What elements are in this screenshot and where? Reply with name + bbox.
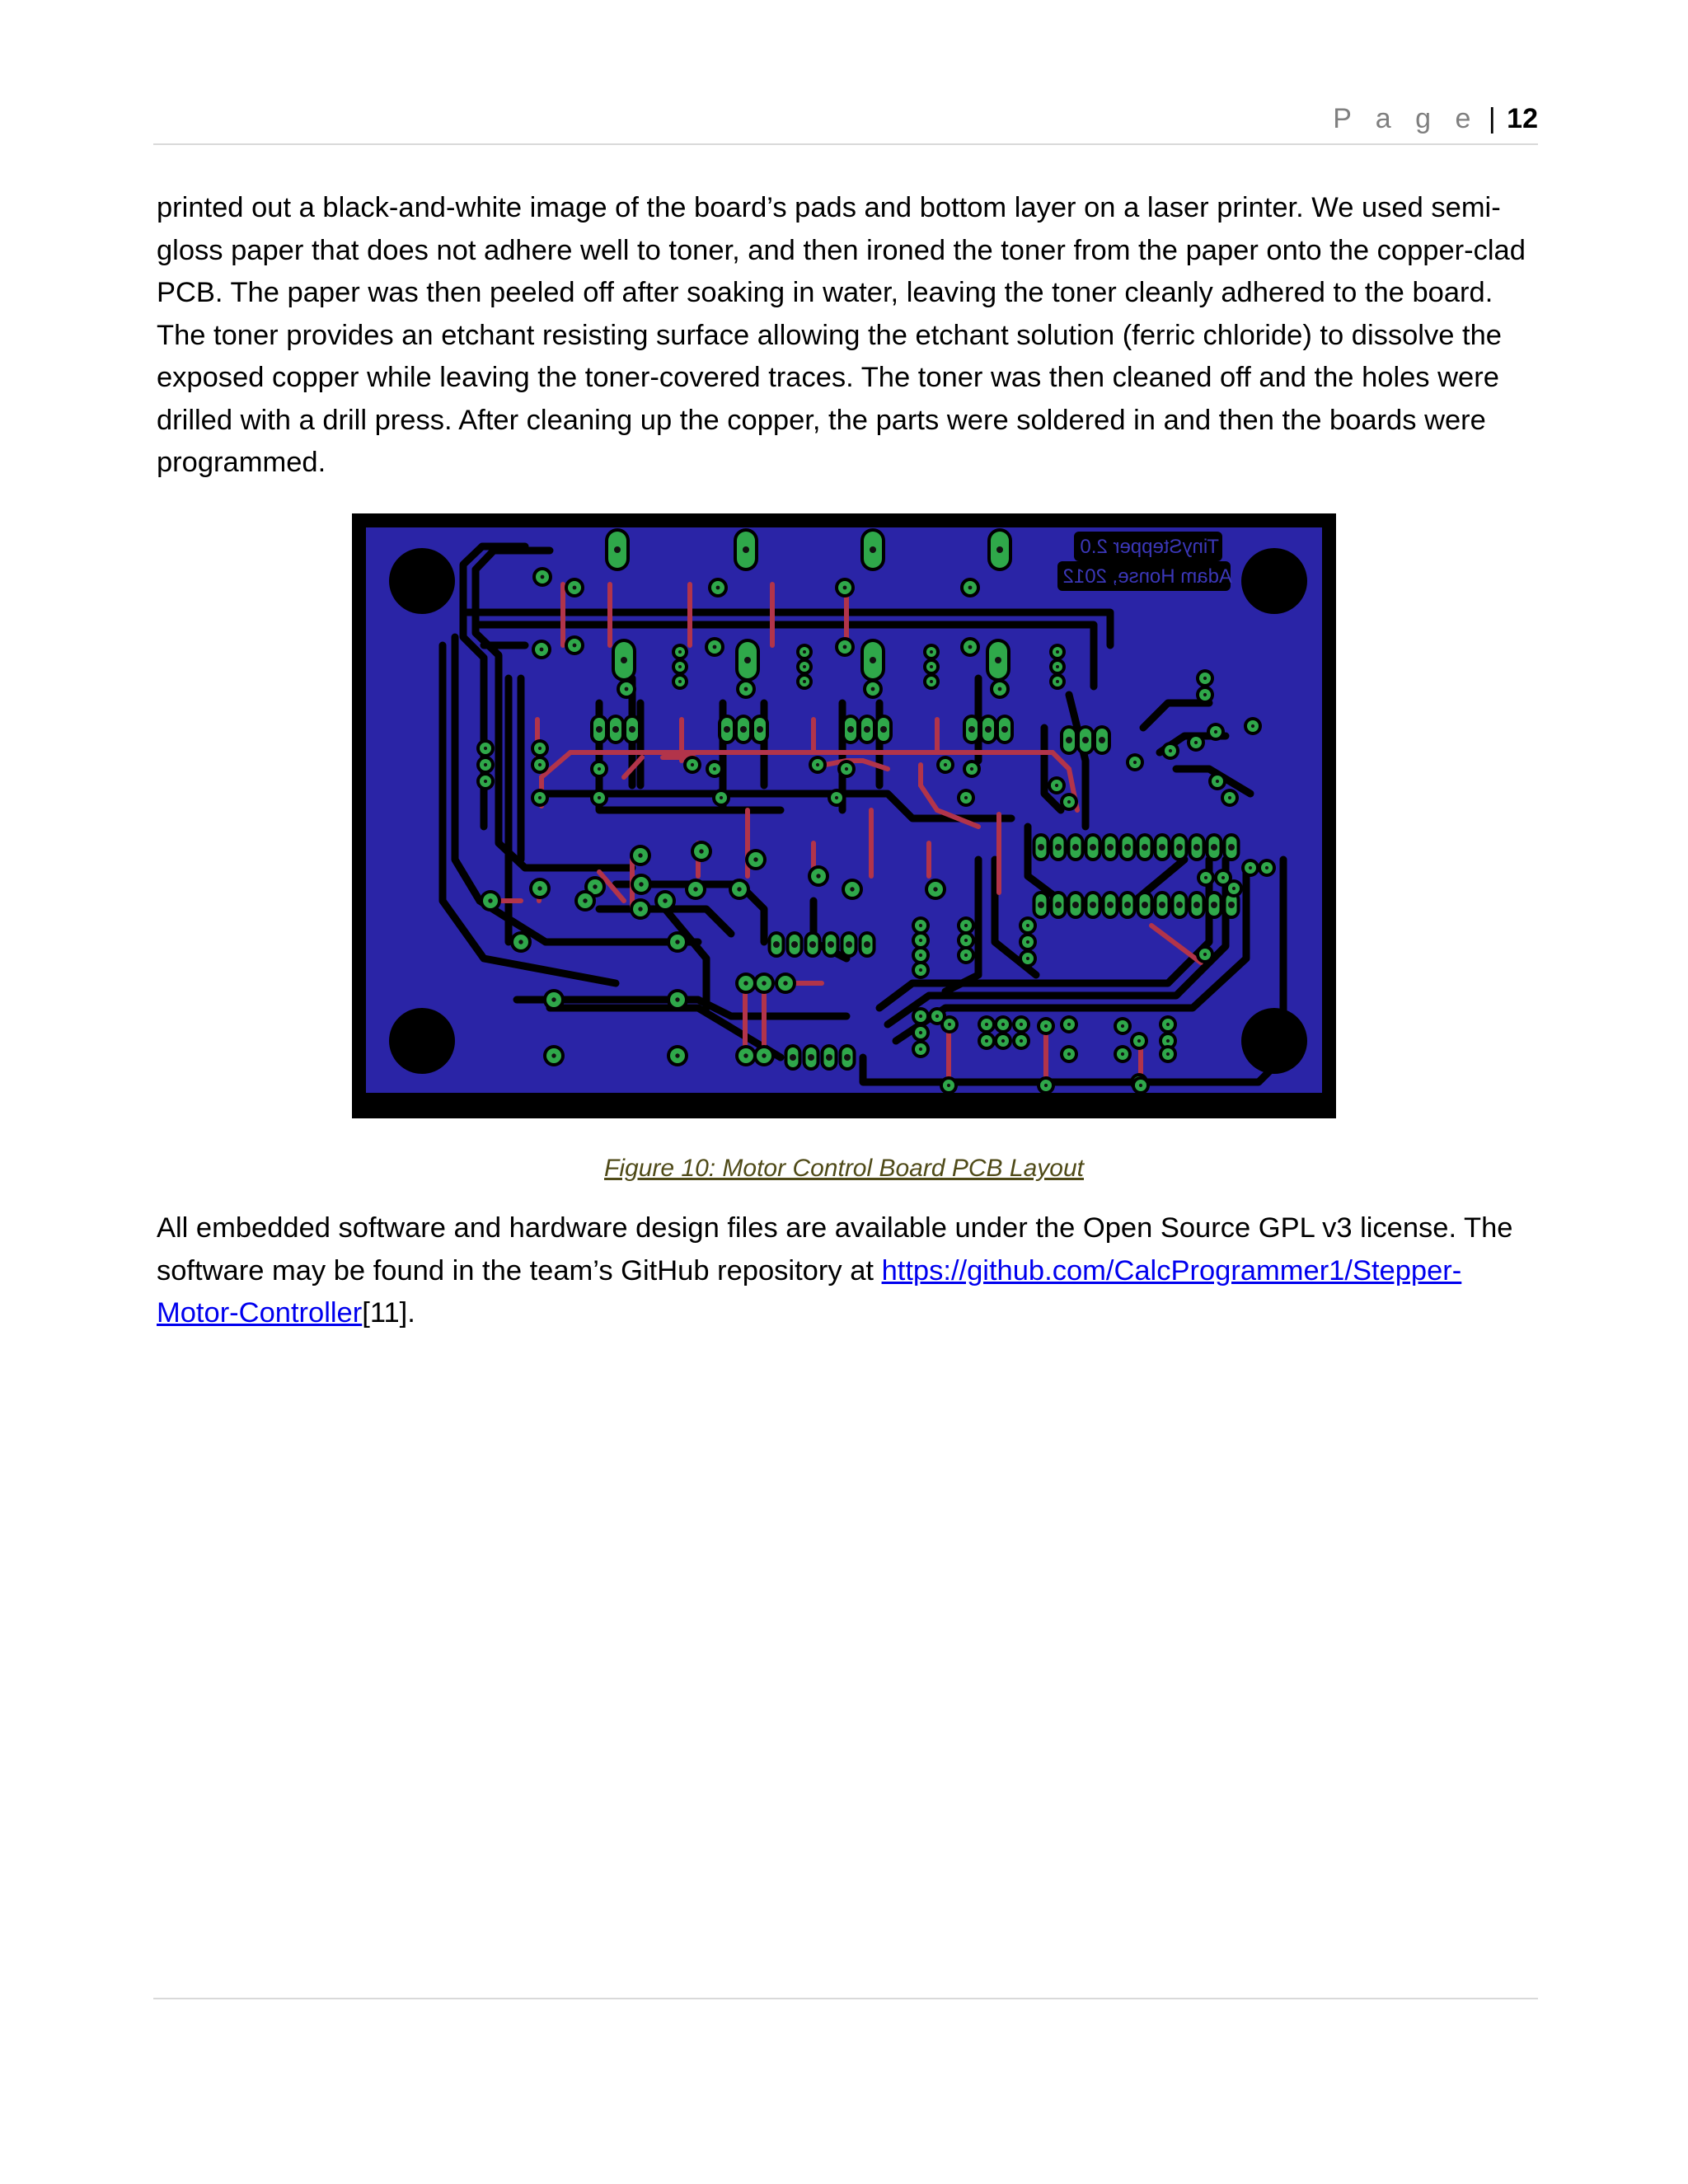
- figure-caption: Figure 10: Motor Control Board PCB Layout: [604, 1155, 1084, 1182]
- drill-hole: [1194, 741, 1198, 744]
- drill-hole: [828, 941, 834, 948]
- drill-hole: [1265, 866, 1268, 869]
- drill-hole: [968, 586, 973, 590]
- drill-hole: [538, 747, 542, 750]
- drill-hole: [743, 1053, 748, 1057]
- drill-hole: [1211, 844, 1217, 851]
- page-separator: |: [1488, 103, 1496, 134]
- drill-hole: [933, 887, 937, 891]
- drill-hole: [518, 940, 523, 944]
- drill-hole: [1159, 844, 1165, 851]
- drill-hole: [1056, 680, 1059, 683]
- drill-hole: [663, 898, 667, 902]
- drill-hole: [1137, 1039, 1141, 1043]
- page-word: P a g e: [1333, 103, 1479, 134]
- drill-hole: [843, 586, 847, 590]
- paragraph-line: [157, 1250, 1541, 1293]
- drill-hole: [716, 586, 720, 590]
- paragraph-license: [157, 1207, 1541, 1335]
- footer-rule: [153, 1998, 1538, 1999]
- drill-hole: [1166, 1052, 1170, 1056]
- drill-hole: [880, 726, 887, 733]
- drill-hole: [541, 575, 545, 579]
- drill-hole: [1221, 876, 1225, 879]
- drill-hole: [947, 1084, 950, 1087]
- drill-hole: [944, 763, 947, 766]
- drill-hole: [484, 747, 487, 750]
- drill-hole: [1133, 761, 1137, 764]
- drill-hole: [1020, 1039, 1023, 1043]
- drill-hole: [699, 849, 703, 853]
- drill-hole: [1090, 844, 1096, 851]
- drill-hole: [985, 1023, 988, 1026]
- github-link[interactable]: https://github.com/CalcProgrammer1/Stepper-: [881, 1254, 1462, 1286]
- drill-hole: [1214, 730, 1217, 733]
- drill-hole: [743, 981, 748, 985]
- citation-reference: [11].: [362, 1297, 415, 1329]
- drill-hole: [1251, 724, 1254, 728]
- drill-hole: [773, 941, 780, 948]
- drill-hole: [985, 1039, 988, 1043]
- drill-hole: [864, 941, 870, 948]
- drill-hole: [1044, 1084, 1048, 1087]
- drill-hole: [935, 1015, 939, 1018]
- paragraph-line: printed out a black-and-white image of the board’s pads and bottom layer on a laser printer. We used semi-: [157, 192, 1501, 223]
- header-rule: [153, 143, 1538, 145]
- drill-hole: [1166, 1023, 1170, 1026]
- page-number: 12: [1507, 103, 1538, 134]
- drill-hole: [870, 657, 876, 663]
- drill-hole: [1121, 1024, 1124, 1028]
- drill-hole: [638, 907, 642, 911]
- paragraph-text: software may be found in the team’s GitHub repository at: [157, 1254, 882, 1286]
- drill-hole: [1107, 902, 1114, 908]
- pcb-layout-figure: [352, 513, 1336, 1118]
- drill-hole: [845, 767, 848, 771]
- drill-hole: [1107, 844, 1114, 851]
- mounting-hole: [1241, 548, 1307, 614]
- drill-hole: [678, 680, 682, 683]
- drill-hole: [919, 968, 922, 972]
- drill-hole: [744, 657, 751, 663]
- drill-hole: [638, 853, 642, 857]
- drill-hole: [1067, 800, 1071, 804]
- drill-hole: [596, 726, 603, 733]
- drill-hole: [919, 1031, 922, 1034]
- drill-hole: [1121, 1052, 1124, 1056]
- drill-hole: [1228, 844, 1235, 851]
- drill-hole: [484, 780, 487, 783]
- drill-hole: [930, 680, 933, 683]
- drill-hole: [964, 924, 968, 927]
- drill-hole: [1026, 940, 1029, 944]
- drill-hole: [720, 796, 723, 799]
- drill-hole: [964, 954, 968, 957]
- drill-hole: [551, 997, 556, 1001]
- drill-hole: [1056, 665, 1059, 668]
- paragraph-line: [157, 1292, 1541, 1335]
- drill-hole: [1124, 902, 1131, 908]
- drill-hole: [847, 726, 854, 733]
- drill-hole: [816, 763, 819, 766]
- drill-hole: [583, 898, 587, 902]
- drill-hole: [843, 645, 847, 649]
- drill-hole: [1026, 924, 1029, 927]
- drill-hole: [1176, 902, 1183, 908]
- board-label: [1057, 532, 1232, 591]
- drill-hole: [964, 939, 968, 942]
- paragraph-line: gloss paper that does not adhere well to toner, and then ironed the toner from the paper onto the copper-clad: [157, 234, 1526, 266]
- drill-hole: [919, 924, 922, 927]
- drill-hole: [1066, 737, 1072, 743]
- drill-hole: [614, 546, 621, 553]
- drill-hole: [675, 997, 679, 1001]
- drill-hole: [826, 1054, 832, 1061]
- drill-hole: [1055, 844, 1062, 851]
- page-number-label: [1333, 102, 1538, 135]
- drill-hole: [1193, 902, 1200, 908]
- drill-hole: [1067, 1052, 1071, 1056]
- drill-hole: [538, 796, 542, 799]
- drill-hole: [621, 657, 627, 663]
- paragraph-fabrication: [157, 187, 1541, 485]
- pcb-layout-image: [352, 513, 1336, 1118]
- drill-hole: [629, 726, 635, 733]
- drill-hole: [537, 886, 542, 890]
- drill-hole: [1169, 749, 1172, 752]
- drill-hole: [1072, 844, 1079, 851]
- drill-hole: [691, 763, 694, 766]
- paragraph-line: exposed copper while leaving the toner-covered traces. The toner was then cleaned off and the holes were: [157, 362, 1499, 393]
- drill-hole: [803, 650, 806, 654]
- drill-hole: [816, 874, 820, 878]
- drill-hole: [964, 796, 968, 799]
- drill-hole: [930, 665, 933, 668]
- drill-hole: [1216, 780, 1219, 783]
- drill-hole: [737, 887, 741, 891]
- drill-hole: [713, 767, 716, 771]
- drill-hole: [744, 687, 748, 691]
- drill-hole: [488, 898, 492, 902]
- drill-hole: [864, 726, 870, 733]
- drill-hole: [1038, 844, 1044, 851]
- drill-hole: [573, 586, 577, 590]
- drill-hole: [835, 796, 838, 799]
- drill-hole: [930, 650, 933, 654]
- drill-hole: [968, 726, 975, 733]
- drill-hole: [538, 763, 542, 766]
- drill-hole: [675, 1053, 679, 1057]
- drill-hole: [1166, 1039, 1170, 1043]
- drill-hole: [1067, 1023, 1071, 1026]
- drill-hole: [948, 1023, 951, 1026]
- drill-hole: [1055, 902, 1062, 908]
- paragraph-line: drilled with a drill press. After cleaning up the copper, the parts were soldered in and then the boards were: [157, 404, 1486, 436]
- drill-hole: [919, 939, 922, 942]
- drill-hole: [844, 1054, 851, 1061]
- drill-hole: [1211, 902, 1217, 908]
- drill-hole: [995, 657, 1001, 663]
- drill-hole: [790, 1054, 796, 1061]
- drill-hole: [1249, 866, 1252, 869]
- drill-hole: [1082, 737, 1089, 743]
- drill-hole: [675, 940, 679, 944]
- paragraph-line: The toner provides an etchant resisting surface allowing the etchant solution (ferric chloride) to dissolve the: [157, 319, 1502, 351]
- drill-hole: [593, 884, 597, 888]
- drill-hole: [1044, 1024, 1048, 1028]
- drill-hole: [998, 687, 1002, 691]
- drill-hole: [985, 726, 992, 733]
- drill-hole: [846, 941, 852, 948]
- drill-hole: [919, 1047, 922, 1051]
- drill-hole: [1204, 876, 1207, 879]
- drill-hole: [803, 680, 806, 683]
- drill-hole: [598, 767, 601, 771]
- drill-hole: [757, 726, 763, 733]
- mounting-hole: [389, 1008, 455, 1074]
- paragraph-line: programmed.: [157, 447, 326, 478]
- drill-hole: [803, 665, 806, 668]
- paragraph-line: All embedded software and hardware design files are available under the Open Source GPL v3 license. The: [157, 1212, 1513, 1244]
- drill-hole: [1228, 902, 1235, 908]
- drill-hole: [850, 887, 854, 891]
- drill-hole: [678, 665, 682, 668]
- drill-hole: [1176, 844, 1183, 851]
- drill-hole: [791, 941, 798, 948]
- drill-hole: [1056, 650, 1059, 654]
- drill-hole: [612, 726, 619, 733]
- board-label-text: TinyStepper 2.0: [1080, 536, 1219, 558]
- drill-hole: [968, 645, 973, 649]
- drill-hole: [678, 650, 682, 654]
- drill-hole: [743, 546, 749, 553]
- page-header: [153, 97, 1538, 147]
- drill-hole: [1203, 953, 1207, 956]
- drill-hole: [783, 981, 787, 985]
- drill-hole: [484, 763, 487, 766]
- drill-hole: [1038, 902, 1044, 908]
- drill-hole: [1193, 844, 1200, 851]
- drill-hole: [551, 1053, 556, 1057]
- drill-hole: [639, 882, 643, 886]
- drill-hole: [1020, 1023, 1023, 1026]
- drill-hole: [1139, 1084, 1142, 1087]
- drill-hole: [1124, 844, 1131, 851]
- drill-hole: [753, 857, 757, 861]
- drill-hole: [740, 726, 747, 733]
- drill-hole: [1203, 677, 1207, 680]
- drill-hole: [573, 644, 577, 648]
- drill-hole: [762, 981, 766, 985]
- drill-hole: [809, 941, 816, 948]
- drill-hole: [762, 1053, 766, 1057]
- drill-hole: [919, 954, 922, 957]
- drill-hole: [1159, 902, 1165, 908]
- drill-hole: [1232, 887, 1236, 890]
- drill-hole: [724, 726, 730, 733]
- drill-hole: [1072, 902, 1079, 908]
- drill-hole: [1026, 957, 1029, 960]
- drill-hole: [996, 546, 1003, 553]
- github-link-continued[interactable]: Motor-Controller: [157, 1297, 363, 1329]
- drill-hole: [713, 645, 717, 649]
- drill-hole: [1228, 796, 1231, 799]
- drill-hole: [1090, 902, 1096, 908]
- board-label-text: Adam Honse, 2012: [1062, 565, 1232, 588]
- paragraph-line: PCB. The paper was then peeled off after soaking in water, leaving the toner cleanly adhered to the board.: [157, 277, 1493, 308]
- drill-hole: [625, 687, 629, 691]
- drill-hole: [870, 546, 876, 553]
- drill-hole: [1099, 737, 1105, 743]
- drill-hole: [970, 767, 973, 771]
- drill-hole: [808, 1054, 814, 1061]
- drill-hole: [1001, 1023, 1005, 1026]
- drill-hole: [598, 796, 601, 799]
- drill-hole: [1001, 1039, 1005, 1043]
- drill-hole: [1203, 693, 1207, 696]
- drill-hole: [1142, 902, 1148, 908]
- drill-hole: [919, 1015, 922, 1018]
- drill-hole: [540, 648, 544, 652]
- drill-hole: [1055, 784, 1058, 787]
- drill-hole: [1001, 726, 1008, 733]
- mounting-hole: [389, 548, 455, 614]
- drill-hole: [871, 687, 875, 691]
- drill-hole: [1142, 844, 1148, 851]
- drill-hole: [693, 887, 697, 891]
